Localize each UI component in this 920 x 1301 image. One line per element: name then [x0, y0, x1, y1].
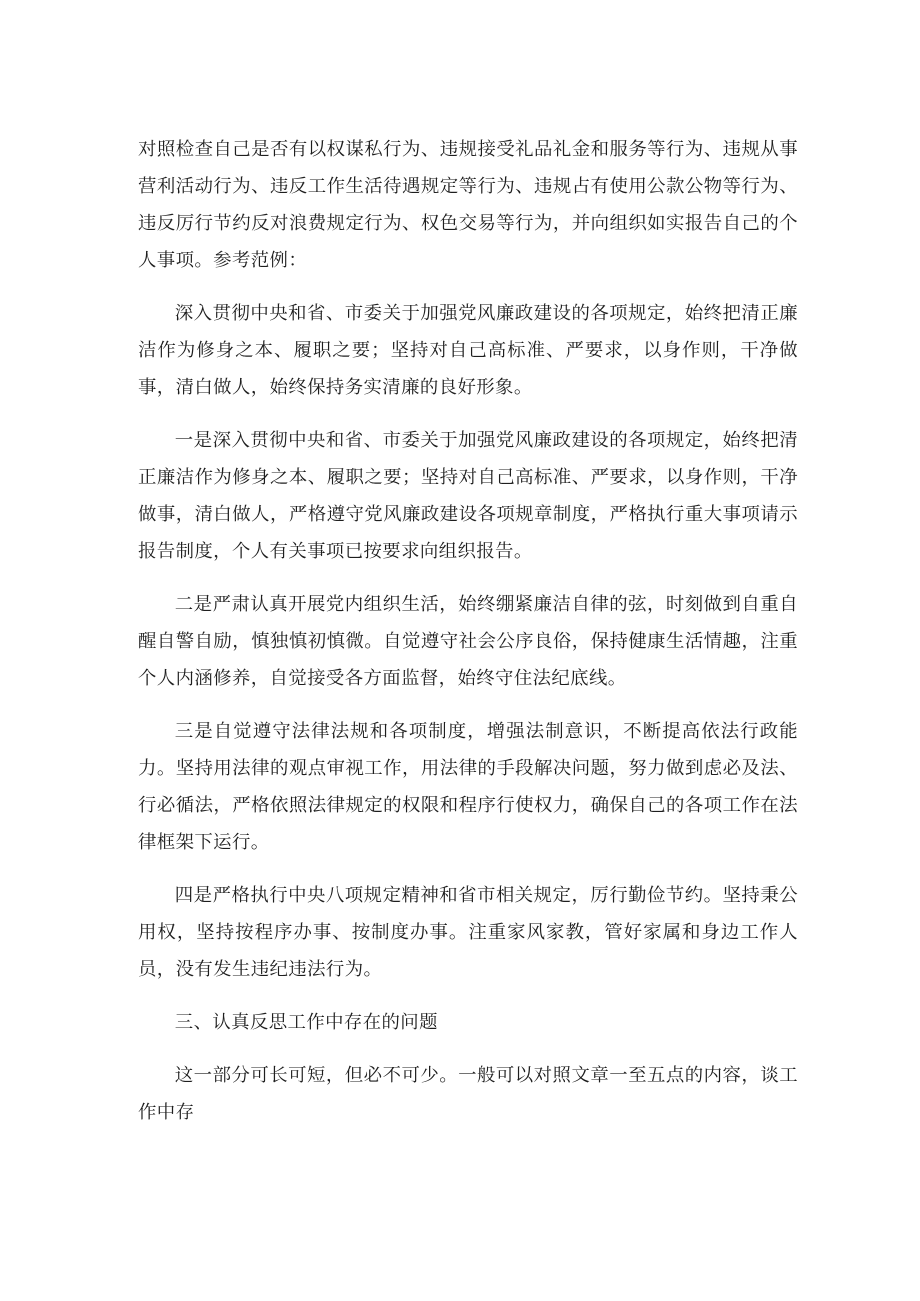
document-body: [138, 131, 798, 1147]
paragraph-1: 对照检查自己是否有以权谋私行为、违规接受礼品礼金和服务等行为、违规从事营利活动行为、违反工作生活待遇规定等行为、违规占有使用公款公物等行为、违反厉行节约反对浪费规定行为、权色交易等行为，并向组织如实报告自己的个人事项。参考范例：: [138, 139, 798, 271]
paragraph-2: 深入贯彻中央和省、市委关于加强党风廉政建设的各项规定，始终把清正廉洁作为修身之本、履职之要；坚持对自己高标准、严要求，以身作则，干净做事，清白做人，始终保持务实清廉的良好形象。: [138, 303, 798, 398]
paragraph-3: 一是深入贯彻中央和省、市委关于加强党风廉政建设的各项规定，始终把清正廉洁作为修身之本、履职之要；坚持对自己高标准、严要求，以身作则，干净做事，清白做人，严格遵守党风廉政建设各项规章制度，严格执行重大事项请示报告制度，个人有关事项已按要求向组织报告。: [138, 430, 798, 562]
paragraph-7: 这一部分可长可短，但必不可少。一般可以对照文章一至五点的内容，谈工作中存: [138, 1065, 798, 1123]
paragraph-5: 三是自觉遵守法律法规和各项制度，增强法制意识，不断提高依法行政能力。坚持用法律的观点审视工作，用法律的手段解决问题，努力做到虑必及法、行必循法，严格依照法律规定的权限和程序行使权力，确保自己的各项工作在法律框架下运行。: [138, 721, 798, 853]
section-heading: 三、认真反思工作中存在的问题: [174, 1012, 438, 1033]
paragraph-6: 四是严格执行中央八项规定精神和省市相关规定，厉行勤俭节约。坚持秉公用权，坚持按程序办事、按制度办事。注重家风家教，管好家属和身边工作人员，没有发生违纪违法行为。: [138, 885, 798, 980]
paragraph-4: 二是严肃认真开展党内组织生活，始终绷紧廉洁自律的弦，时刻做到自重自醒自警自励，慎独慎初慎微。自觉遵守社会公序良俗，保持健康生活情趣，注重个人内涵修养，自觉接受各方面监督，始终守住法纪底线。: [138, 594, 798, 689]
